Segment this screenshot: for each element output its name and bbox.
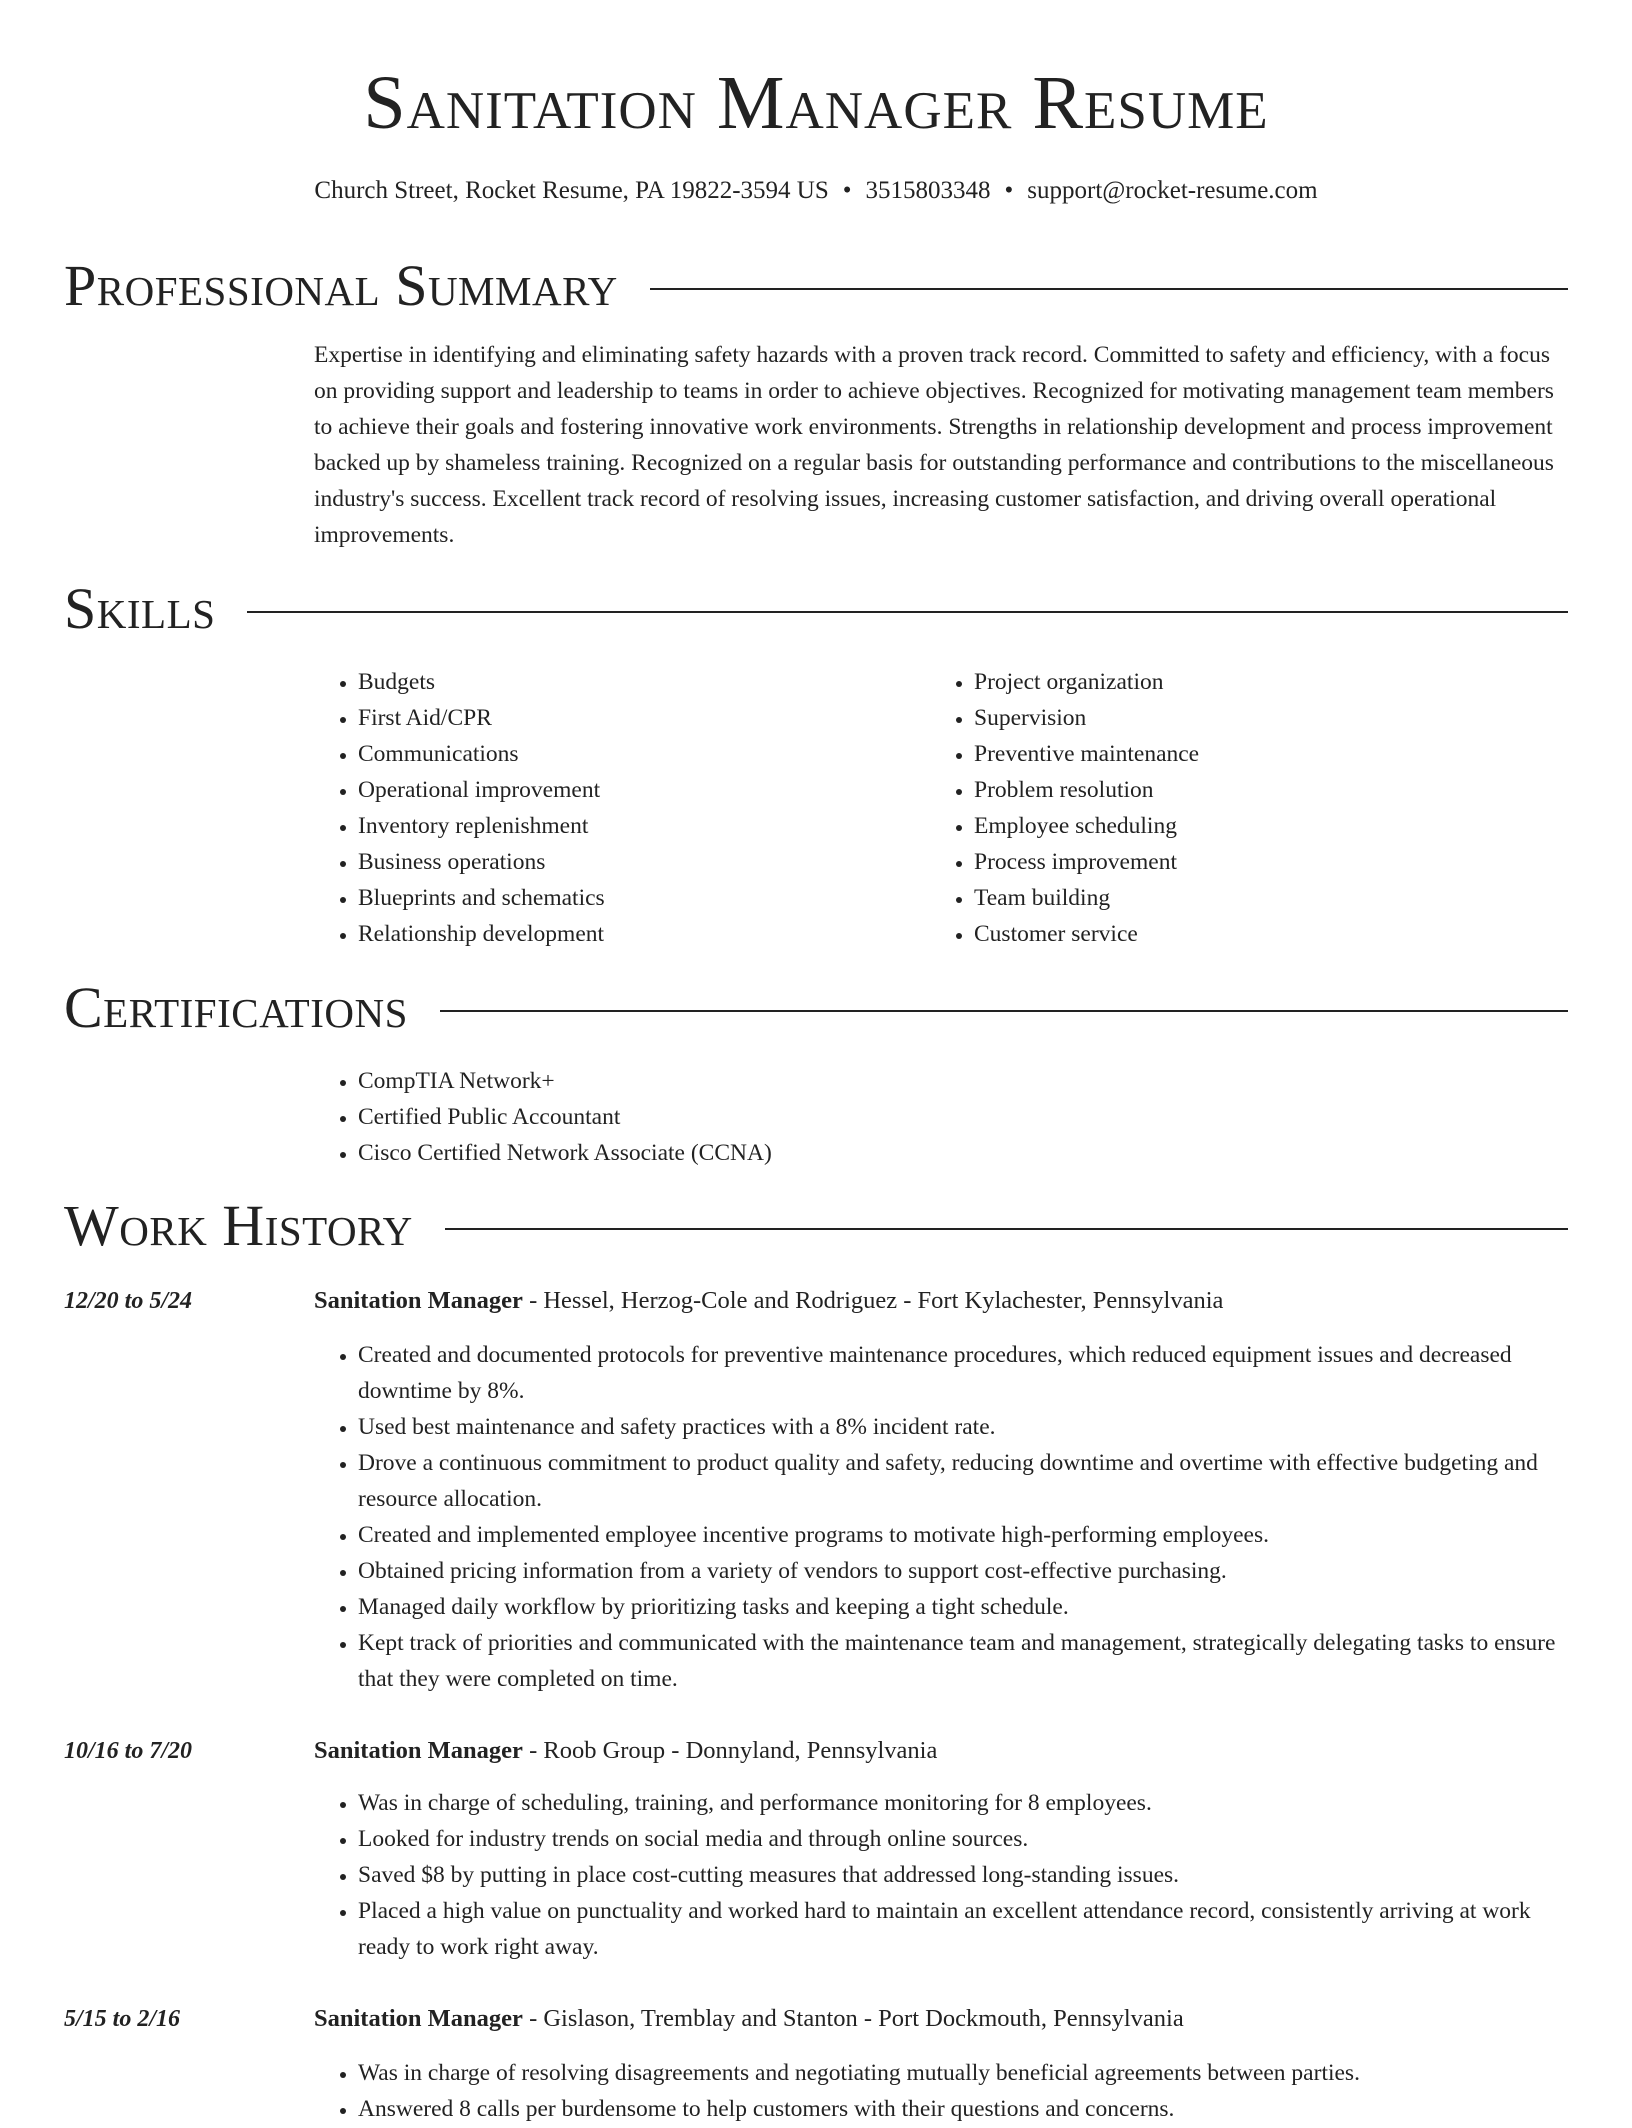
job-bullet: • Answered 8 calls per burdensome to help customers with their questions and concerns. (358, 2091, 1570, 2127)
job-bullets (314, 1337, 1570, 1697)
job-bullet: • Placed a high value on punctuality and worked hard to maintain an excellent attendance record, consistently arriving at work ready to work right away. (358, 1893, 1570, 1965)
job-title-line (314, 1283, 1570, 1319)
skill-item: • Relationship development (358, 916, 874, 952)
skill-item: • Communications (358, 736, 874, 772)
skill-item: • First Aid/CPR (358, 700, 874, 736)
separator: • (1004, 177, 1014, 204)
job-dates: 12/20 to 5/24 (64, 1288, 193, 1314)
skill-item: • Operational improvement (358, 772, 874, 808)
address: Church Street, Rocket Resume, PA 19822-3594 US (314, 177, 829, 204)
certifications-list (314, 1063, 1514, 1171)
phone: 3515803348 (865, 177, 991, 204)
section-divider (440, 1010, 1568, 1012)
skills-list (930, 664, 1490, 952)
job-bullet: • Was in charge of scheduling, training, and performance monitoring for 8 employees. (358, 1785, 1570, 1821)
job-company: - Roob Group - Donnyland, Pennsylvania (522, 1737, 938, 1764)
job-company: - Hessel, Herzog-Cole and Rodriguez - Fort Kylachester, Pennsylvania (522, 1287, 1224, 1314)
job-title: Sanitation Manager (314, 2005, 523, 2032)
skill-item: • Inventory replenishment (358, 808, 874, 844)
job-bullet: • Created and implemented employee incentive programs to motivate high-performing employees. (358, 1517, 1570, 1553)
skills-list (314, 664, 874, 952)
section-title: Work History (64, 1193, 413, 1258)
section-title: Professional Summary (64, 253, 618, 318)
skill-item: • Process improvement (974, 844, 1490, 880)
resume-title: Sanitation Manager Resume (363, 61, 1269, 145)
certification-item: • Cisco Certified Network Associate (CCNA) (358, 1135, 1514, 1171)
skills-section-header (64, 577, 1568, 641)
section-title: Certifications (64, 975, 408, 1040)
skills-column-right (930, 664, 1490, 952)
skill-item: • Problem resolution (974, 772, 1490, 808)
skill-item: • Supervision (974, 700, 1490, 736)
job-bullet: • Kept track of priorities and communicated with the maintenance team and management, strategically delegating tasks to ensure that they were completed on time. (358, 1625, 1570, 1697)
job-bullet: • Used best maintenance and safety practices with a 8% incident rate. (358, 1409, 1570, 1445)
contact-line (0, 174, 1632, 208)
separator: • (842, 177, 852, 204)
skills-column-left (314, 664, 874, 952)
job-bullets (314, 2055, 1570, 2127)
skill-item: • Employee scheduling (974, 808, 1490, 844)
job-dates: 5/15 to 2/16 (64, 2006, 181, 2032)
summary-section-header (64, 254, 1568, 318)
job-bullet: • Was in charge of resolving disagreements and negotiating mutually beneficial agreements between parties. (358, 2055, 1570, 2091)
job-title: Sanitation Manager (314, 1737, 523, 1764)
skill-item: • Project organization (974, 664, 1490, 700)
section-title: Skills (64, 576, 216, 641)
skill-item: • Blueprints and schematics (358, 880, 874, 916)
summary-text: Expertise in identifying and eliminating safety hazards with a proven track record. Committed to safety and efficiency, with a focus on providing support and leadership to teams in order to achieve objectives. Recognized for motivating management team members to achieve their goals and fostering innovative work environments. Strengths in relationship development and process improvement backed up by shameless training. Recognized on a regular basis for outstanding performance and contributions to the miscellaneous industry's success. Excellent track record of resolving issues, increasing customer satisfaction, and driving overall operational improvements. (314, 342, 1554, 548)
job-bullet: • Obtained pricing information from a variety of vendors to support cost-effective purchasing. (358, 1553, 1570, 1589)
skill-item: • Business operations (358, 844, 874, 880)
job-bullet: • Looked for industry trends on social media and through online sources. (358, 1821, 1570, 1857)
skill-item: • Customer service (974, 916, 1490, 952)
section-divider (445, 1228, 1568, 1230)
job-title-line (314, 1733, 1570, 1769)
job-company: - Gislason, Tremblay and Stanton - Port Dockmouth, Pennsylvania (522, 2005, 1184, 2032)
job-title: Sanitation Manager (314, 1287, 523, 1314)
certifications-section-header (64, 976, 1568, 1040)
work-history-section-header (64, 1194, 1568, 1258)
skill-item: • Preventive maintenance (974, 736, 1490, 772)
skill-item: • Team building (974, 880, 1490, 916)
job-title-line (314, 2001, 1570, 2037)
certification-item: • Certified Public Accountant (358, 1099, 1514, 1135)
section-divider (247, 611, 1568, 613)
certification-item: • CompTIA Network+ (358, 1063, 1514, 1099)
job-bullet: • Drove a continuous commitment to product quality and safety, reducing downtime and overtime with effective budgeting and resource allocation. (358, 1445, 1570, 1517)
email: support@rocket-resume.com (1027, 177, 1318, 204)
job-bullet: • Saved $8 by putting in place cost-cutting measures that addressed long-standing issues. (358, 1857, 1570, 1893)
job-bullet: • Managed daily workflow by prioritizing tasks and keeping a tight schedule. (358, 1589, 1570, 1625)
job-dates: 10/16 to 7/20 (64, 1738, 193, 1764)
section-divider (650, 288, 1568, 290)
job-bullet: • Created and documented protocols for preventive maintenance procedures, which reduced equipment issues and decreased downtime by 8%. (358, 1337, 1570, 1409)
skill-item: • Budgets (358, 664, 874, 700)
job-bullets (314, 1785, 1570, 1965)
